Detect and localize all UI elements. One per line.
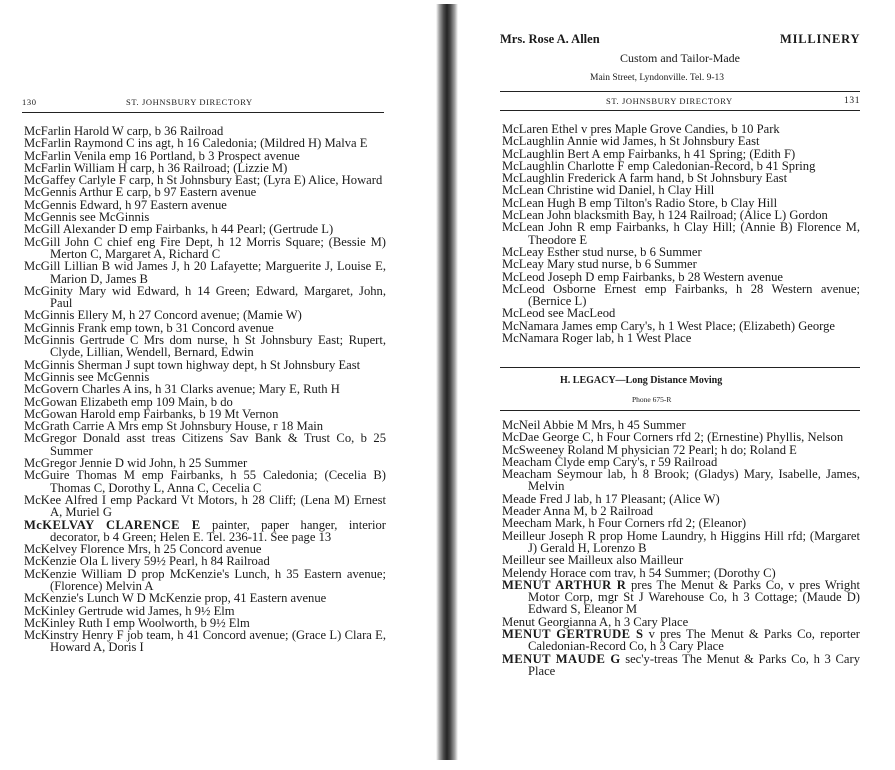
entry-name: McLeod Osborne Ernest [502, 281, 637, 296]
entry-name: McDae George C, [502, 430, 594, 445]
entry-details: emp Woolworth, b 9½ Elm [110, 615, 250, 630]
top-ad-name: Mrs. Rose A. Allen [500, 32, 600, 46]
entry-details: prop Home Laundry, h Higgins Hill rfd; (Margaret J) Gerald H, Lorenzo B [528, 528, 860, 555]
entry-name: Meader Anna M, [502, 504, 588, 519]
entry-name: McLaren Ethel [502, 122, 578, 136]
entry-details: h Four Corners rfd 2; (Eleanor) [585, 516, 747, 531]
right-page [460, 0, 895, 770]
entry-details: carp, h 36 Railroad; (Lizzie M) [126, 160, 288, 175]
book-spine-shadow [436, 4, 458, 760]
entry-details: emp Fairbanks, h 41 Spring; (Edith F) [599, 146, 796, 161]
entry-details: job team, h 41 Concord avenue; (Grace L) Clara E, Howard A, Doris I [50, 628, 386, 655]
entry-details: emp Fairbanks, h 55 Caledonia; (Cecelia B) Thomas C, Dorothy L, Anna C, Cecelia C [50, 468, 387, 495]
entry-details: carp, b 36 Railroad [123, 124, 224, 138]
mid-ad-rule-bottom [500, 410, 860, 411]
entry-details: pres The Menut & Parks Co, v pres Wright Motor Corp, mgr St J Warehouse Co, h 3 Cottage; (Maude D) Edward S, Eleanor M [528, 577, 860, 617]
entry-name: Meacham Seymour [502, 467, 603, 482]
entry-details: lab, h 17 Pleasant; (Alice W) [570, 491, 720, 506]
directory-entry [502, 283, 860, 308]
top-ad-address: Main Street, Lyndonville. Tel. 9-13 [590, 73, 724, 83]
entry-name: McGregor Jennie D [24, 456, 125, 471]
entry-name: McGinnis Gertrude C [24, 333, 139, 348]
entry-name: McGinnis Frank [24, 320, 107, 335]
directory-entry [502, 628, 860, 653]
entry-name: McGinity Mary [24, 283, 107, 298]
entry-name: McKenzie William D [24, 566, 137, 581]
entry-name: McLaughlin Charlotte F [502, 158, 625, 173]
entry-details: see Mailleux also Mailleur [545, 553, 684, 568]
entry-name: MENUT MAUDE G [502, 651, 621, 666]
entry-name: McKinley Gertrude [24, 603, 123, 618]
directory-entry [24, 285, 386, 310]
entry-details: ins agt, h 16 Caledonia; (Mildred H) Malva E [134, 136, 368, 151]
entry-details: emp Fairbanks, b 19 Mt Vernon [115, 406, 279, 421]
right-entries-top-list [502, 123, 860, 344]
entry-name: McFarlin Venila [24, 148, 106, 163]
entry-name: McGill Alexander D [24, 222, 128, 237]
entry-name: McKinstry Henry F [24, 628, 124, 643]
entry-details: emp Caledonian-Record, b 41 Spring [624, 158, 816, 173]
entry-name: McGennis Edward, [24, 197, 122, 212]
top-ad-category: MILLINERY [780, 32, 861, 46]
entry-name: MENUT ARTHUR R [502, 577, 627, 592]
entry-details: emp 16 Portland, b 3 Prospect avenue [105, 148, 300, 163]
directory-entry [502, 332, 860, 344]
entry-name: McGaffey Carlyle F [24, 173, 126, 188]
entry-details: emp town, b 31 Concord avenue [106, 320, 274, 335]
entry-details: blacksmith Bay, h 124 Railroad; (Alice L) Gordon [570, 208, 828, 223]
entry-name: Menut Georgianna A, [502, 614, 612, 629]
directory-entry [502, 653, 860, 678]
entry-details: wid John, h 25 Summer [124, 456, 248, 471]
left-page-number: 130 [22, 97, 37, 107]
entry-name: McKinley Ruth I [24, 615, 111, 630]
entry-name: Meade Fred J [502, 491, 571, 506]
entry-name: McKELVAY CLARENCE E [24, 517, 201, 532]
entry-name: McNamara Roger [502, 331, 593, 346]
directory-entry [502, 579, 860, 616]
entry-details: b 2 Railroad [587, 504, 654, 519]
entry-details: carp, h St Johnsbury East; (Lyra E) Alice, Howard [125, 173, 383, 188]
entry-details: stud nurse, b 6 Summer [579, 244, 702, 259]
entry-details: prop McKenzie's Lunch, h 35 Eastern avenue; (Florence) Melvin A [50, 566, 387, 593]
right-running-head: ST. JOHNSBURY DIRECTORY [606, 96, 733, 106]
entry-name: McGinnis Ellery M, [24, 308, 126, 323]
top-ad-tagline: Custom and Tailor-Made [620, 51, 741, 65]
entry-details: supt town highway dept, h St Johnsbury East [130, 357, 361, 372]
left-header-rule [22, 112, 384, 113]
directory-entry [24, 494, 386, 519]
directory-entry [24, 236, 386, 261]
entry-name: McGennis [24, 210, 77, 225]
entry-details: emp Packard Vt Motors, h 28 Cliff; (Lena M) Ernest A, Muriel G [50, 492, 386, 520]
entry-details: v pres The Menut & Parks Co, reporter Caledonian-Record Co, h 3 Cary Place [528, 627, 860, 654]
entry-name: McFarlin Harold W [24, 124, 124, 138]
directory-entry [24, 469, 386, 494]
entry-details: wid James J, h 20 Lafayette; Marguerite J, Louise E, Marion D, James B [50, 259, 386, 286]
entry-name: Meecham Mark, [502, 516, 586, 531]
left-entries-list [24, 125, 386, 654]
entry-name: McGuire Thomas M [24, 468, 135, 483]
entry-details: sec'y-treas The Menut & Parks Co, h 3 Cary Place [528, 651, 860, 678]
entry-details: emp Cary's, r 59 Railroad [584, 454, 718, 469]
entry-name: McLeay Mary [502, 257, 575, 272]
entry-name: McLeod Joseph D [502, 269, 595, 284]
entry-name: McLean John [502, 208, 571, 223]
entry-name: McLean John R [502, 220, 586, 235]
entry-name: McGowan Elizabeth [24, 394, 128, 409]
entry-name: McSweeney Roland M [502, 442, 619, 457]
entry-details: see MacLeod [544, 306, 616, 321]
entry-details: carp, b 97 Eastern avenue [123, 185, 257, 200]
entry-details: emp Fairbanks, b 28 Western avenue [594, 269, 784, 284]
directory-entry [24, 629, 386, 654]
entry-details: emp 109 Main, b do [127, 394, 233, 409]
entry-details: farm hand, b St Johnsbury East [626, 171, 788, 186]
right-header-rule-top [500, 91, 860, 92]
right-header-rule-bottom [500, 110, 860, 111]
entry-details: emp Tilton's Radio Store, b Clay Hill [586, 195, 778, 210]
entry-name: McGregor Donald [24, 431, 120, 446]
entry-details: stud nurse, b 6 Summer [574, 257, 697, 272]
left-page [0, 0, 430, 770]
entry-name: McGinnis Sherman J [24, 357, 131, 372]
entry-name: McNamara James [502, 318, 593, 333]
entry-details: wid Daniel, h Clay Hill [593, 183, 715, 198]
directory-entry [24, 568, 386, 593]
entry-name: McKelvey Florence [24, 542, 125, 557]
entry-details: wid James, h St Johnsbury East [597, 134, 760, 149]
entry-name: McLaughlin Annie [502, 134, 598, 149]
entry-name: McLaughlin Bert A [502, 146, 600, 161]
entry-name: Meacham Clyde [502, 454, 585, 469]
entry-name: McGrath Carrie A [24, 419, 115, 434]
entry-name: McKenzie's Lunch [24, 591, 119, 606]
entry-name: McGinnis [24, 369, 75, 384]
entry-details: Mrs dom nurse, h St Johnsbury East; Rupert, Clyde, Lillian, Wendell, Bernard, Edwin [50, 333, 387, 360]
entry-details: com trav, h 54 Summer; (Dorothy C) [586, 565, 776, 580]
directory-entry [502, 530, 860, 555]
entry-name: McLeod [502, 306, 545, 321]
entry-details: W D McKenzie prop, 41 Eastern avenue [118, 591, 327, 606]
right-entries-bottom-list [502, 419, 860, 677]
entry-name: Meilleur [502, 553, 546, 568]
directory-entry [24, 334, 386, 359]
entry-details: Mrs, h 45 Summer [588, 418, 686, 432]
entry-details: emp Fairbanks, h Clay Hill; (Annie B) Florence M, Theodore E [528, 220, 860, 247]
entry-details: see McGinnis [76, 210, 150, 225]
entry-name: McKenzie Ola L [24, 554, 109, 569]
entry-details: wid Edward, h 14 Green; Edward, Margaret, John, Paul [50, 283, 386, 311]
entry-name: McKee Alfred I [24, 492, 107, 507]
entry-details: h Four Corners rfd 2; (Ernestine) Phyllis, Nelson [593, 430, 844, 445]
entry-details: wid James, h 9½ Elm [122, 603, 235, 618]
entry-details: Mrs, h 25 Concord avenue [124, 542, 262, 557]
entry-details: v pres Maple Grove Candies, b 10 Park [577, 122, 780, 136]
entry-name: McGovern Charles A [24, 382, 132, 397]
entry-details: h 97 Eastern avenue [121, 197, 227, 212]
entry-name: McGennis Arthur E [24, 185, 124, 200]
entry-details: physician 72 Pearl; h do; Roland E [618, 442, 797, 457]
entry-name: Meilleur Joseph R [502, 528, 596, 543]
entry-name: McNeil Abbie M [502, 418, 589, 432]
entry-details: ins, h 31 Clarks avenue; Mary E, Ruth H [131, 382, 340, 397]
directory-entry [502, 468, 860, 493]
entry-details: lab, h 1 West Place [592, 331, 692, 346]
entry-name: McLaughlin Frederick A [502, 171, 627, 186]
entry-details: emp Fairbanks, h 28 Western avenue; (Bernice L) [528, 281, 860, 309]
entry-details: emp Cary's, h 1 West Place; (Elizabeth) George [592, 318, 836, 333]
entry-details: lab, h 8 Brook; (Gladys) Mary, Isabelle, James, Melvin [528, 467, 860, 494]
directory-entry [24, 432, 386, 457]
directory-entry [24, 260, 386, 285]
entry-name: McGowan Harold [24, 406, 116, 421]
entry-details: painter, paper hanger, interior decorator, b 4 Green; Helen E. Tel. 236-11. See page 13 [50, 517, 386, 544]
entry-details: chief eng Fire Dept, h 12 Morris Square; (Bessie M) Merton C, Margaret A, Richard C [50, 234, 386, 261]
entry-details: emp Fairbanks, h 44 Pearl; (Gertrude L) [127, 222, 334, 237]
entry-name: McLeay Esther [502, 244, 580, 259]
entry-name: McGill John C [24, 234, 103, 249]
directory-entry [502, 221, 860, 246]
entry-name: MENUT GERTRUDE S [502, 627, 644, 642]
entry-details: Mrs emp St Johnsbury House, r 18 Main [114, 419, 324, 434]
entry-name: McFarlin Raymond C [24, 136, 135, 151]
entry-details: see McGennis [74, 369, 150, 384]
directory-entry [24, 519, 386, 544]
left-running-head: ST. JOHNSBURY DIRECTORY [126, 97, 253, 107]
entry-name: McGill Lillian B [24, 259, 111, 274]
entry-name: Melendy Horace [502, 565, 587, 580]
mid-ad-headline: H. LEGACY—Long Distance Moving [560, 375, 723, 386]
entry-name: McLean Christine [502, 183, 594, 198]
entry-name: McLean Hugh B [502, 195, 587, 210]
entry-name: McFarlin William H [24, 160, 127, 175]
entry-details: h 27 Concord avenue; (Mamie W) [125, 308, 302, 323]
right-page-number: 131 [844, 96, 861, 106]
mid-ad-rule-top [500, 367, 860, 368]
mid-ad-phone: Phone 675-R [632, 395, 672, 404]
entry-details: h 3 Cary Place [611, 614, 689, 629]
entry-details: livery 59½ Pearl, h 84 Railroad [108, 554, 270, 569]
entry-details: asst treas Citizens Sav Bank & Trust Co, b 25 Summer [50, 431, 386, 458]
